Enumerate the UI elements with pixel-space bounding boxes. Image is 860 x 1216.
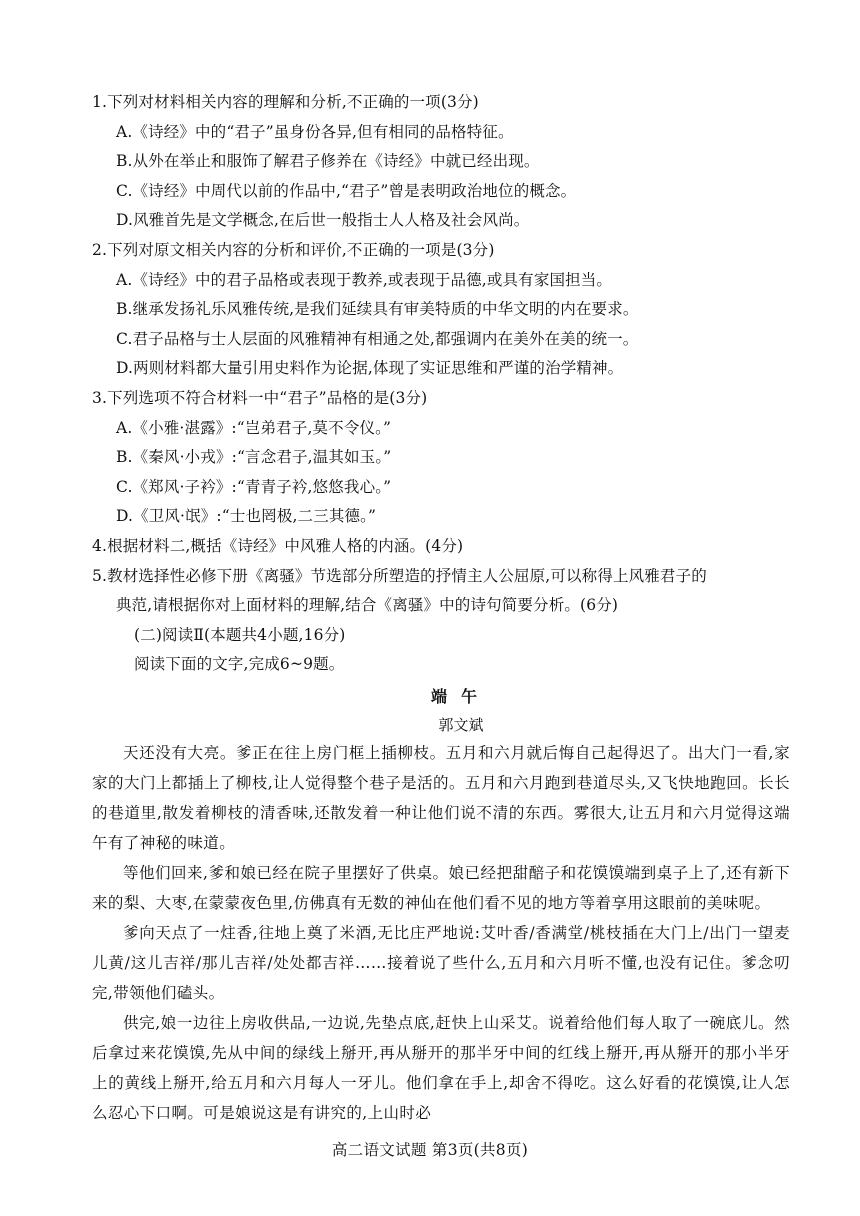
option-b: B.继承发扬礼乐风雅传统,是我们延续具有审美特质的中华文明的内在要求。 [116,300,639,319]
option-b: B.从外在举止和服饰了解君子修养在《诗经》中就已经出现。 [116,152,540,171]
option-a: A.《诗经》中的君子品格或表现于教养,或表现于品德,或具有家国担当。 [116,270,613,289]
question-stem-continuation: 典范,请根据你对上面材料的理解,结合《离骚》中的诗句简要分析。(6分) [116,596,619,615]
option-d: D.风雅首先是文学概念,在后世一般指士人人格及社会风尚。 [116,211,530,230]
option-c: C.君子品格与士人层面的风雅精神有相通之处,都强调内在美外在美的统一。 [116,329,639,348]
option-c: C.《诗经》中周代以前的作品中,“君子”曾是表明政治地位的概念。 [116,181,577,200]
section-heading: (二)阅读Ⅱ(本题共4小题,16分) [134,625,346,644]
question-3 [92,384,790,532]
article-author: 郭文斌 [438,715,484,734]
question-5 [92,562,790,621]
question-2 [92,236,790,384]
option-a: A.《小雅·湛露》:“岂弟君子,莫不令仪。” [116,418,392,437]
question-stem: 5.教材选择性必修下册《离骚》节选部分所塑造的抒情主人公屈原,可以称得上风雅君子的 [92,566,707,585]
article-body [92,738,790,1128]
question-stem: 3.下列选项不符合材料一中“君子”品格的是(3分) [92,388,428,407]
question-stem: 4.根据材料二,概括《诗经》中风雅人格的内涵。(4分) [92,536,464,555]
option-b: B.《秦风·小戎》:“言念君子,温其如玉。” [116,448,392,467]
question-1 [92,88,790,236]
option-d: D.两则材料都大量引用史料作为论据,体现了实证思维和严谨的治学精神。 [116,359,624,378]
option-d: D.《卫风·氓》:“士也罔极,二三其德。” [116,507,377,526]
question-4 [92,532,790,562]
question-stem: 1.下列对材料相关内容的理解和分析,不正确的一项(3分) [92,93,479,111]
option-a: A.《诗经》中的“君子”虽身份各异,但有相同的品格特征。 [116,122,514,141]
article-title: 端午 [430,686,491,706]
option-c: C.《郑风·子衿》:“青青子衿,悠悠我心。” [116,477,392,496]
article-paragraph: 等他们回来,爹和娘已经在院子里摆好了供桌。娘已经把甜醅子和花馍馍端到桌子上了,还有新下来的梨、大枣,在蒙蒙夜色里,仿佛真有无数的神仙在他们看不见的地方等着享用这眼前的美味呢。 [92,863,790,912]
article-paragraph: 爹向天点了一炷香,往地上奠了米酒,无比庄严地说:艾叶香/香满堂/桃枝插在大门上/出门一望麦儿黄/这儿吉祥/那儿吉祥/处处都吉祥……接着说了些什么,五月和六月听不懂,也没有记住。爹念叨完,带领他们磕头。 [92,923,790,1002]
question-stem: 2.下列对原文相关内容的分析和评价,不正确的一项是(3分) [92,240,495,259]
article-paragraph: 供完,娘一边往上房收供品,一边说,先垫点底,赶快上山采艾。说着给他们每人取了一碗底儿。然后拿过来花馍馍,先从中间的绿线上掰开,再从掰开的那半牙中间的红线上掰开,再从掰开的那小半牙上的黄线上掰开,给五月和六月每人一牙儿。他们拿在手上,却舍不得吃。这么好看的花馍馍,让人怎么忍心下口啊。可是娘说这是有讲究的,上山时必 [92,1013,790,1122]
section-instruction: 阅读下面的文字,完成6~9题。 [134,655,345,674]
article-paragraph: 天还没有大亮。爹正在往上房门框上插柳枝。五月和六月就后悔自己起得迟了。出大门一看,家家的大门上都插上了柳枝,让人觉得整个巷子是活的。五月和六月跑到巷道尽头,又飞快地跑回。长长的巷道里,散发着柳枝的清香味,还散发着一种让他们说不清的东西。雾很大,让五月和六月觉得这端午有了神秘的味道。 [92,743,790,852]
page-footer: 高二语文试题 第3页(共8页) [331,1141,529,1159]
